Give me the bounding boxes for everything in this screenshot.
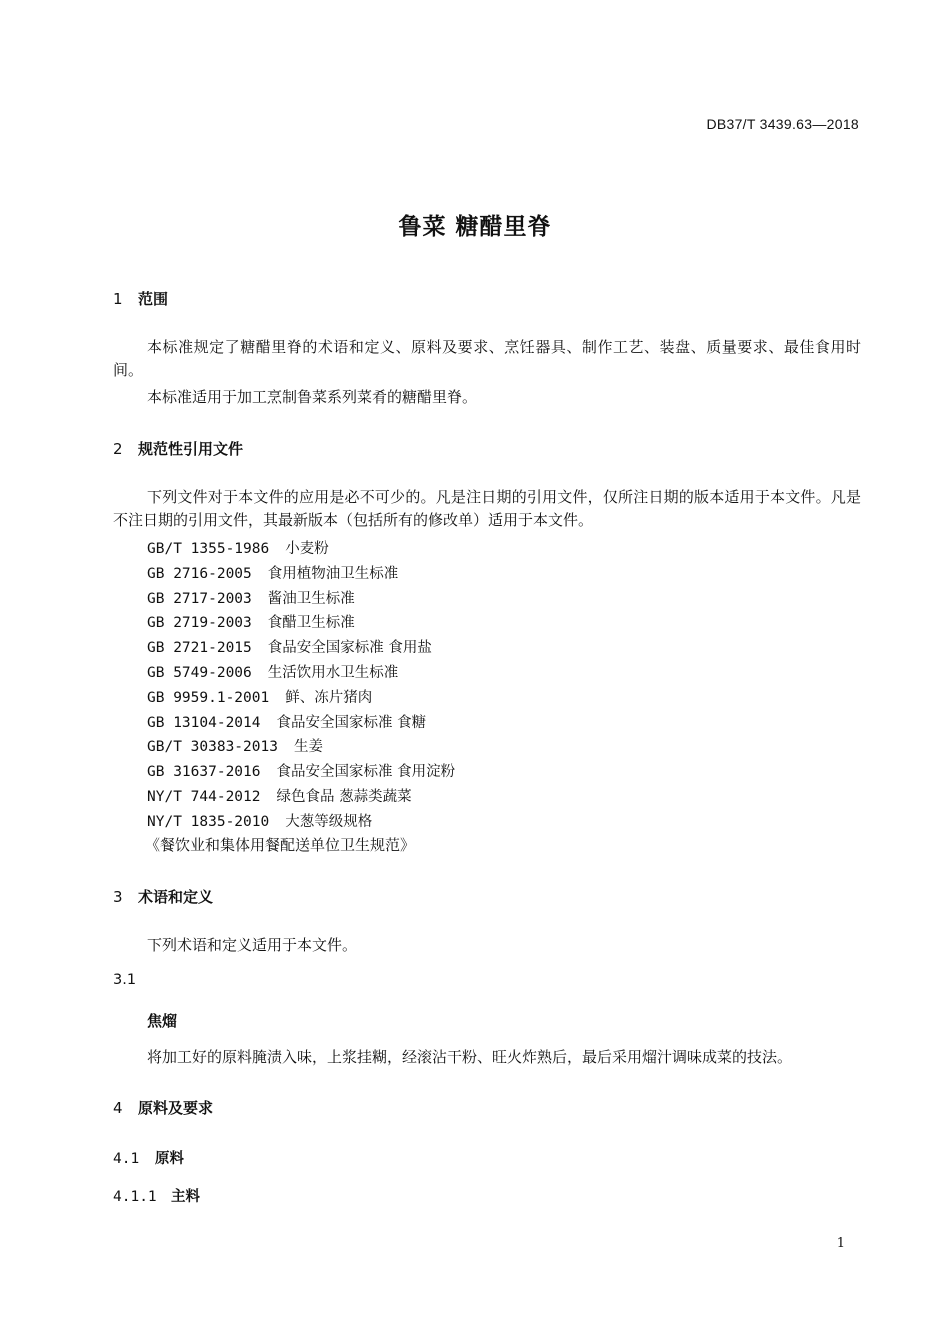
section-title: 术语和定义 xyxy=(138,888,214,906)
reference-code: GB 5749-2006 xyxy=(147,665,252,681)
page-title: 鲁菜 糖醋里脊 xyxy=(398,214,552,240)
reference-item xyxy=(147,760,455,781)
reference-name: 生姜 xyxy=(293,739,323,756)
reference-item xyxy=(147,785,412,806)
reference-code: GB 31637-2016 xyxy=(147,764,261,781)
reference-name: 食品安全国家标准 食用盐 xyxy=(267,640,432,657)
reference-name: 小麦粉 xyxy=(285,541,329,557)
reference-name: 大葱等级规格 xyxy=(285,813,373,830)
reference-name: 鲜、冻片猪肉 xyxy=(285,689,373,706)
reference-item xyxy=(147,636,432,657)
reference-item xyxy=(147,537,329,558)
term-number: 3.1 xyxy=(113,972,137,988)
section-heading-terms xyxy=(113,886,213,907)
reference-code: NY/T 744-2012 xyxy=(147,789,261,805)
scope-paragraph-1: 本标准规定了糖醋里脊的术语和定义、原料及要求、烹饪器具、制作工艺、装盘、质量要求、最佳食用时间。 xyxy=(113,338,861,379)
reference-code: GB 2719-2003 xyxy=(147,615,252,632)
reference-extra: 《餐饮业和集体用餐配送单位卫生规范》 xyxy=(145,836,416,854)
reference-name: 绿色食品 葱蒜类蔬菜 xyxy=(276,789,412,805)
subsection-title: 原料 xyxy=(155,1151,184,1167)
reference-item xyxy=(147,810,372,831)
normative-intro: 下列文件对于本文件的应用是必不可少的。凡是注日期的引用文件，仅所注日期的版本适用于本文件。凡是不注日期的引用文件，其最新版本（包括所有的修改单）适用于本文件。 xyxy=(113,488,861,529)
section-number: 1 xyxy=(113,290,123,308)
term-definition: 将加工好的原料腌渍入味，上浆挂糊，经滚沾干粉、旺火炸熟后，最后采用熘汁调味成菜的技法。 xyxy=(147,1048,793,1066)
reference-code: GB 2716-2005 xyxy=(147,565,252,582)
document-code: DB37/T 3439.63—2018 xyxy=(706,116,859,132)
section-heading-normative xyxy=(113,438,243,459)
subsection-number: 4.1.1 xyxy=(113,1189,157,1205)
reference-item xyxy=(147,611,355,632)
reference-name: 食品安全国家标准 食糖 xyxy=(276,714,427,731)
scope-paragraph-2: 本标准适用于加工烹制鲁菜系列菜肴的糖醋里脊。 xyxy=(147,388,478,406)
term-name: 焦熘 xyxy=(147,1012,178,1030)
reference-item xyxy=(147,711,426,732)
reference-code: NY/T 1835-2010 xyxy=(147,813,270,830)
subsection-title: 主料 xyxy=(171,1189,200,1205)
section-title: 规范性引用文件 xyxy=(138,440,244,458)
reference-item xyxy=(147,661,398,682)
subsection-4-1-1 xyxy=(113,1185,200,1206)
reference-code: GB 2717-2003 xyxy=(147,590,252,607)
reference-code: GB 9959.1-2001 xyxy=(147,689,270,706)
reference-code: GB/T 1355-1986 xyxy=(147,541,270,557)
section-heading-scope xyxy=(113,288,168,309)
reference-name: 食醋卫生标准 xyxy=(267,615,355,632)
subsection-number: 4.1 xyxy=(113,1151,140,1167)
page-number: 1 xyxy=(836,1236,845,1251)
section-number: 2 xyxy=(113,440,123,458)
section-heading-materials xyxy=(113,1097,213,1118)
reference-code: GB 2721-2015 xyxy=(147,640,252,657)
section-number: 4 xyxy=(113,1099,123,1117)
terms-intro: 下列术语和定义适用于本文件。 xyxy=(147,936,358,954)
reference-name: 酱油卫生标准 xyxy=(267,590,355,607)
reference-name: 食品安全国家标准 食用淀粉 xyxy=(276,764,456,781)
reference-item xyxy=(147,735,323,756)
section-number: 3 xyxy=(113,888,123,906)
reference-item xyxy=(147,686,372,707)
reference-item xyxy=(147,587,355,608)
reference-name: 生活饮用水卫生标准 xyxy=(267,665,399,681)
reference-code: GB 13104-2014 xyxy=(147,714,261,731)
subsection-4-1 xyxy=(113,1147,184,1168)
section-title: 原料及要求 xyxy=(138,1099,214,1117)
reference-code: GB/T 30383-2013 xyxy=(147,739,278,756)
reference-item xyxy=(147,562,398,583)
section-title: 范围 xyxy=(138,290,169,308)
reference-name: 食用植物油卫生标准 xyxy=(267,565,399,582)
